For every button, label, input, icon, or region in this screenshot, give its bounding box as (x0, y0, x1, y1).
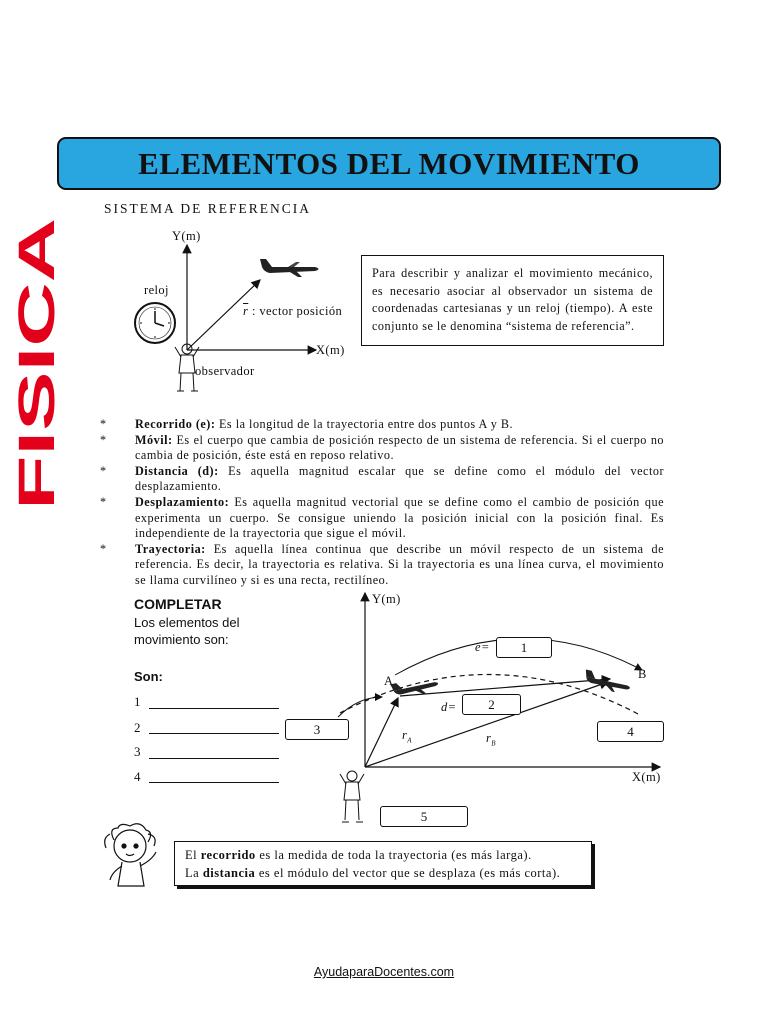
definition-item: * Trayectoria: Es aquella línea continua que describe un móvil respecto de un sistema de referencia. Es decir, la trayectoria es relativa. Si la trayectoria es una línea curva, el movimiento se llama curvilíneo y si es una recta, rectilíneo. (100, 541, 664, 587)
clock-label: reloj (144, 283, 169, 297)
definition-text: Es aquella magnitud escalar que se define como el módulo del vector desplazamiento. (135, 463, 664, 494)
y-axis-label-2: Y(m) (372, 592, 401, 606)
note-line-1: El recorrido es la medida de toda la trayectoria (es más larga). (185, 848, 532, 862)
definition-item: * Móvil: Es el cuerpo que cambia de posición respecto de un sistema de referencia. Si el cuerpo no cambia de posición, éste está en reposo relativo. (100, 432, 665, 463)
vector-label: : vector posición (252, 304, 343, 318)
section-heading: SISTEMA DE REFERENCIA (104, 201, 312, 216)
definition-text: Es aquella línea continua que describe un móvil respecto de un sistema de referencia. Es decir, la trayectoria es relativa. Si la trayectoria es una línea curva, el movimiento se llama curvilíneo y si es una recta, rectilíneo. (135, 541, 664, 587)
vector-symbol: $\overline{r}$ (243, 304, 249, 318)
definition-term: Móvil: (135, 432, 173, 447)
girl-cartoon-icon (100, 820, 175, 892)
answer-blank-4[interactable] (149, 782, 279, 783)
displacement-label: d= (441, 700, 457, 714)
position-vector (187, 280, 260, 350)
answer-blank-2[interactable] (149, 733, 279, 734)
side-title-text: FISICA (8, 342, 65, 510)
definition-term: Trayectoria: (135, 541, 206, 556)
answer-box-3[interactable]: 3 (285, 719, 349, 740)
note-term: distancia (202, 866, 256, 880)
x-axis-label-2: X(m) (632, 770, 661, 784)
definition-text: Es el cuerpo que cambia de posición respecto de un sistema de referencia. Si el cuerpo no cambia de posición, éste está en reposo relativo. (135, 432, 665, 463)
point-b-label: B (638, 667, 647, 681)
point-a-label: A (384, 674, 394, 688)
answer-box-1[interactable]: 1 (496, 637, 552, 658)
answer-number: 4 (134, 769, 141, 784)
answer-number: 3 (134, 744, 141, 759)
footer-link[interactable]: AyudaparaDocentes.com (313, 965, 455, 979)
definition-item: * Distancia (d): Es aquella magnitud escalar que se define como el módulo del vector desplazamiento. (100, 463, 664, 494)
definition-item: * Recorrido (e): Es la longitud de la trayectoria entre dos puntos A y B. (100, 417, 514, 431)
distance-label: e= (475, 640, 490, 654)
x-axis-label: X(m) (316, 343, 345, 357)
answer-box-5[interactable]: 5 (380, 806, 468, 827)
completar-subtitle: Los elementos del movimiento son: (134, 615, 240, 647)
airplane-icon (583, 670, 632, 695)
answer-blank-3[interactable] (149, 758, 279, 759)
completar-title: COMPLETAR (134, 596, 222, 612)
definition-item: * Desplazamiento: Es aquella magnitud vectorial que se define como el cambio de posición que experimenta un cuerpo. Se consigue uniendo la posición inicial con la posición final. Es independiente de la trayectoria que sigue el móvil. (100, 494, 665, 541)
note-line-2: La distancia es el módulo del vector que se desplaza (es más corta). (185, 866, 561, 880)
definition-text: Es aquella magnitud vectorial que se define como el cambio de posición que experimenta un cuerpo. Se consigue uniendo la posición inicial con la posición final. Es independiente de la trayectoria que sigue el móvil. (135, 494, 665, 541)
title-banner (57, 137, 721, 190)
definition-term: Distancia (d): (135, 463, 219, 478)
definition-text: Es la longitud de la trayectoria entre dos puntos A y B. (218, 417, 514, 431)
son-label: Son: (134, 669, 163, 684)
answer-blank-1[interactable] (149, 708, 279, 709)
definition-term: Desplazamiento: (135, 494, 230, 509)
answer-number: 2 (134, 720, 141, 735)
clock-icon (135, 303, 175, 343)
note-term: recorrido (200, 848, 256, 862)
definitions-list (100, 417, 664, 589)
airplane-icon (390, 675, 439, 700)
side-title (8, 212, 65, 512)
answer-box-2[interactable]: 2 (462, 694, 521, 715)
y-axis-label: Y(m) (172, 229, 201, 243)
page-title: ELEMENTOS DEL MOVIMIENTO (138, 145, 640, 181)
rb-label: $r_B$ (486, 731, 496, 748)
ra-label: $r_A$ (402, 728, 412, 745)
note-box (174, 841, 592, 886)
airplane-icon (260, 259, 319, 277)
observer-icon (340, 771, 364, 822)
observer-label: observador (195, 364, 255, 378)
info-box: Para describir y analizar el movimiento mecánico, es necesario asociar al observador un sistema de coordenadas cartesianas y un reloj (tiempo). A este conjunto se le denomina “sistema de referencia”. (361, 255, 664, 346)
pointer-arrow (338, 697, 382, 717)
definition-term: Recorrido (e): (135, 417, 216, 431)
answer-box-4[interactable]: 4 (597, 721, 664, 742)
answer-number: 1 (134, 694, 141, 709)
